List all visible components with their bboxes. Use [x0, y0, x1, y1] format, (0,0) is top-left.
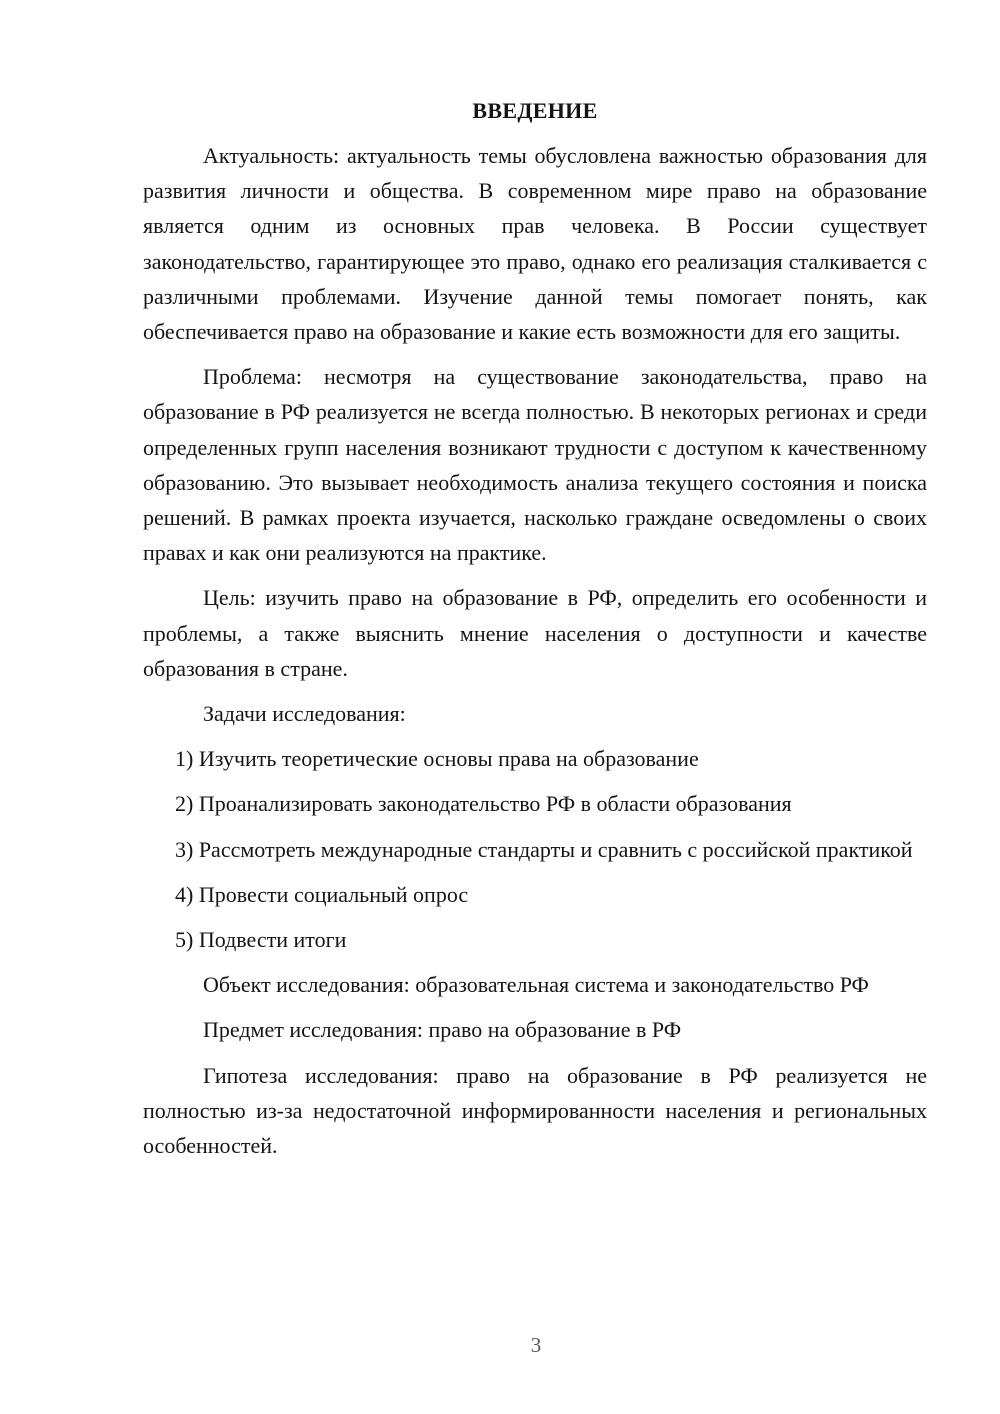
- problem-paragraph: Проблема: несмотря на существование законодательства, право на образование в РФ реализуется не всегда полностью. В некоторых регионах и среди определенных групп населения возникают трудности с доступом к качественному образованию. Это вызывает необходимость анализа текущего состояния и поиска решений. В рамках проекта изучается, насколько граждане осведомлены о своих правах и как они реализуются на практике.: [143, 364, 927, 566]
- task-item: 1) Изучить теоретические основы права на образование: [175, 746, 699, 772]
- goal-paragraph: Цель: изучить право на образование в РФ, определить его особенности и проблемы, а также выяснить мнение населения о доступности и качестве образования в стране.: [143, 585, 927, 681]
- subject-paragraph: Предмет исследования: право на образование в РФ: [203, 1017, 682, 1043]
- object-paragraph: Объект исследования: образовательная система и законодательство РФ: [203, 972, 869, 998]
- relevance-paragraph: Актуальность: актуальность темы обусловлена важностью образования для развития личности и общества. В современном мире право на образование является одним из основных прав человека. В России существует законодательство, гарантирующее это право, однако его реализация сталкивается с различными проблемами. Изучение данной темы помогает понять, как обеспечивается право на образование и какие есть возможности для его защиты.: [143, 143, 927, 345]
- task-item: 4) Провести социальный опрос: [175, 881, 469, 907]
- task-item: 5) Подвести итоги: [175, 927, 347, 953]
- section-heading: ВВЕДЕНИЕ: [472, 98, 598, 123]
- tasks-label: Задачи исследования:: [203, 701, 406, 727]
- page-content: [143, 96, 927, 1173]
- hypothesis-paragraph: Гипотеза исследования: право на образование в РФ реализуется не полностью из-за недостаточной информированности населения и региональных особенностей.: [143, 1062, 927, 1159]
- task-item: 3) Рассмотреть международные стандарты и сравнить с российской практикой: [175, 836, 913, 862]
- task-item: 2) Проанализировать законодательство РФ в области образования: [175, 791, 792, 817]
- page-number: 3: [530, 1333, 542, 1357]
